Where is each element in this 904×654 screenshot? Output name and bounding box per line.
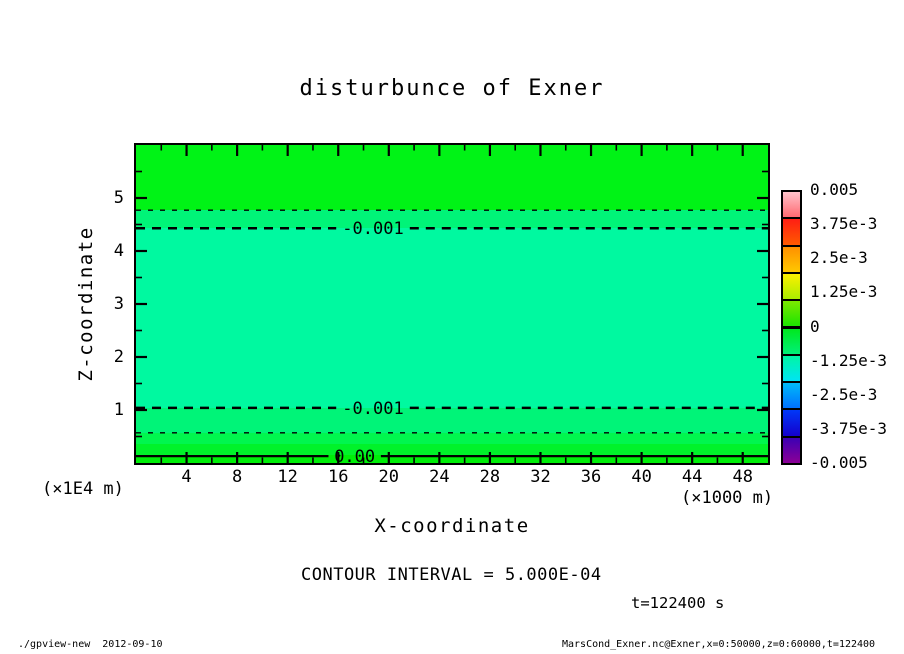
colorbar-label: 0.005 — [810, 180, 859, 199]
x-tick-label: 32 — [530, 467, 551, 487]
y-tick-label: 5 — [113, 188, 124, 208]
colorbar-cell — [781, 381, 802, 410]
y-tick-label: 1 — [113, 400, 124, 420]
y-tick-label: 3 — [113, 294, 124, 314]
y-axis-title: Z-coordinate — [75, 226, 97, 382]
x-tick-label: 20 — [378, 467, 400, 487]
colorbar-cell — [781, 272, 802, 301]
x-tick-label: 48 — [732, 467, 753, 487]
x-tick-label: 36 — [580, 467, 602, 487]
x-axis-title: X-coordinate — [374, 515, 530, 537]
colorbar-cell — [781, 327, 802, 356]
x-tick-label: 40 — [631, 467, 652, 487]
x-tick-label: 24 — [429, 467, 450, 487]
contour-interval-note: CONTOUR INTERVAL = 5.000E-04 — [301, 565, 602, 585]
colorbar-label: -0.005 — [810, 453, 868, 472]
colorbar-label: 2.5e-3 — [810, 248, 868, 268]
footer-command-text: ./gpview-new 2012-09-10 — [18, 639, 163, 650]
contour-label: -0.001 — [342, 398, 404, 419]
contour-label: 0.00 — [334, 447, 376, 463]
colorbar-label: -3.75e-3 — [810, 418, 888, 438]
x-tick-label: 44 — [681, 467, 703, 487]
plot-area — [134, 143, 770, 465]
time-note: t=122400 s — [631, 594, 725, 612]
x-tick-label: 28 — [479, 467, 501, 487]
x-tick-label: 16 — [327, 467, 349, 487]
x-tick-label: 8 — [231, 467, 243, 487]
colorbar-cell — [781, 436, 802, 465]
y-axis-unit: (×1E4 m) — [42, 479, 124, 499]
colorbar-cell — [781, 190, 802, 219]
colorbar-cell — [781, 408, 802, 437]
colorbar-label: -2.5e-3 — [810, 384, 878, 404]
colorbar-label: -1.25e-3 — [810, 350, 888, 370]
footer-source-text: MarsCond_Exner.nc@Exner,x=0:50000,z=0:60000,t=122400 — [562, 639, 876, 650]
y-tick-label: 4 — [113, 241, 124, 261]
colorbar-cell — [781, 354, 802, 383]
colorbar-label: 0 — [810, 316, 820, 336]
colorbar-label: 3.75e-3 — [810, 214, 878, 234]
plot-title: disturbunce of Exner — [299, 76, 605, 101]
y-tick-label: 2 — [113, 347, 124, 367]
colorbar-cell — [781, 299, 802, 328]
colorbar-cell — [781, 245, 802, 274]
colorbar-cell — [781, 217, 802, 246]
contour-label: -0.001 — [342, 219, 404, 240]
plot-overlay — [136, 145, 768, 463]
colorbar-label: 1.25e-3 — [810, 282, 878, 302]
x-tick-label: 4 — [181, 467, 192, 487]
x-axis-unit: (×1000 m) — [681, 488, 774, 508]
x-tick-label: 12 — [277, 467, 298, 487]
